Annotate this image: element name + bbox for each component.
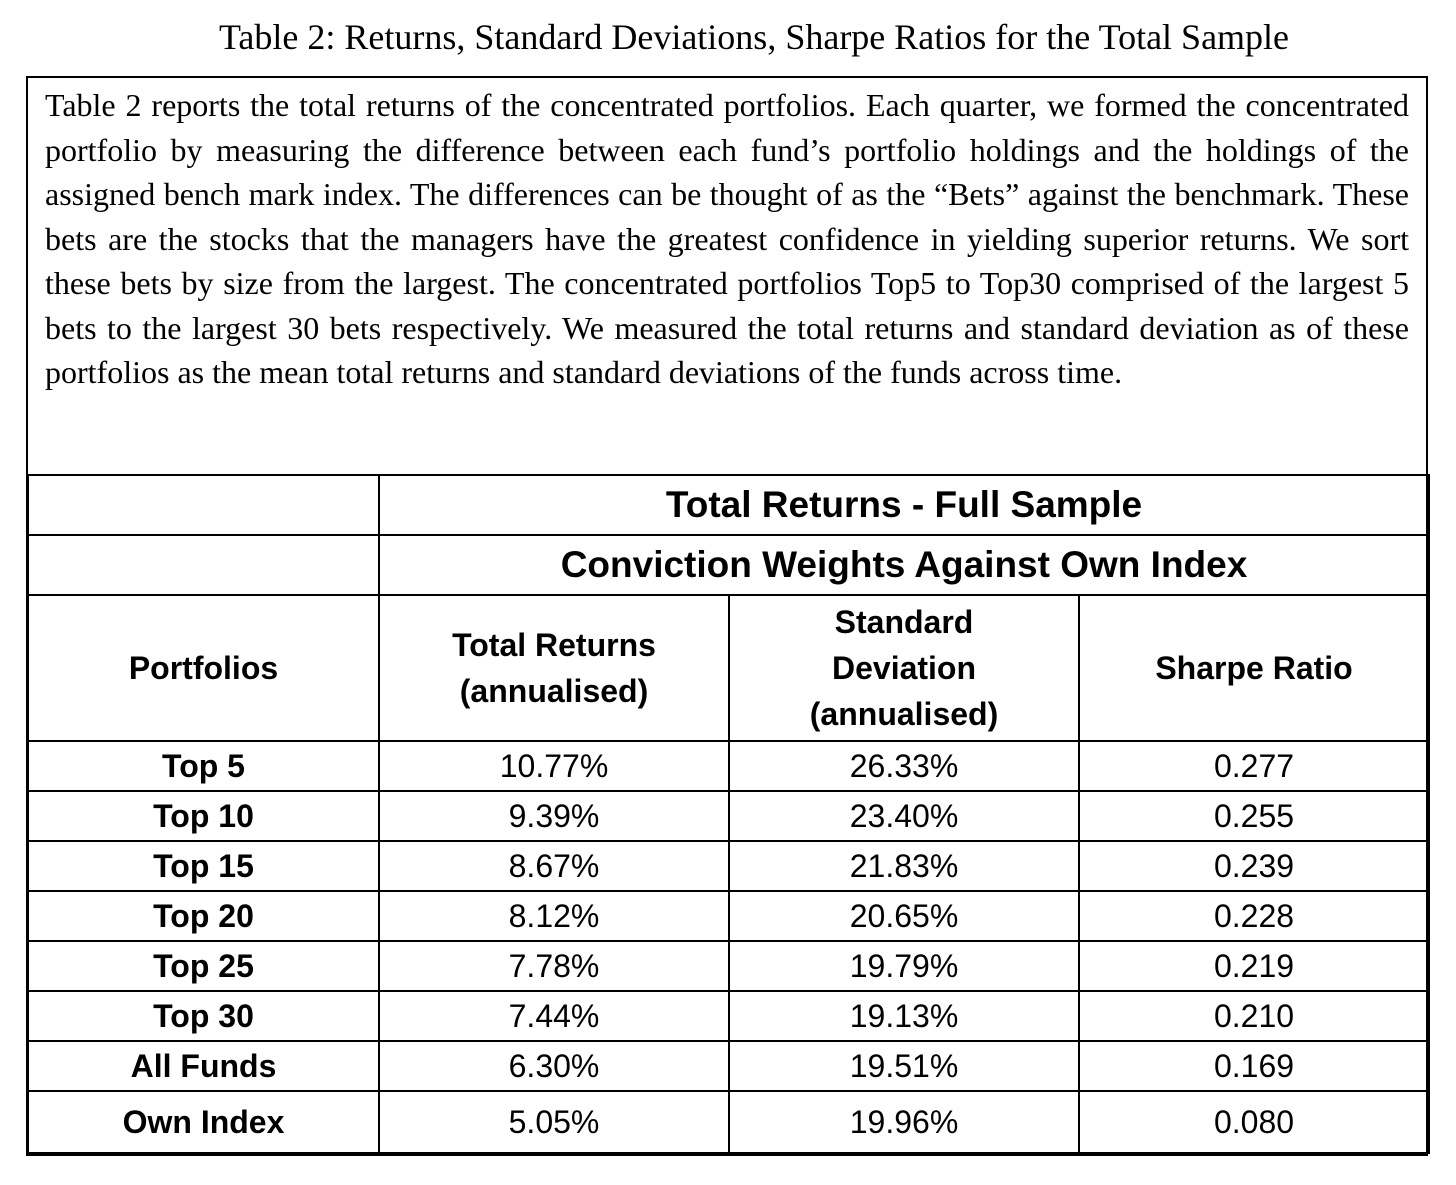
total-returns-cell: 8.67% [379, 841, 729, 891]
std-dev-cell: 19.79% [729, 941, 1079, 991]
std-dev-cell: 21.83% [729, 841, 1079, 891]
portfolio-cell: Top 15 [28, 841, 379, 891]
header-sharpe-ratio: Sharpe Ratio [1079, 595, 1429, 741]
std-dev-cell: 19.13% [729, 991, 1079, 1041]
header-portfolios: Portfolios [28, 595, 379, 741]
header-std-dev-line-1: Standard [834, 604, 974, 640]
group-title-blank-cell [28, 475, 379, 535]
std-dev-cell: 19.51% [729, 1041, 1079, 1091]
table-row [28, 791, 1429, 841]
group-subtitle-blank-cell [28, 535, 379, 595]
total-returns-cell: 10.77% [379, 741, 729, 791]
sharpe-ratio-cell: 0.219 [1079, 941, 1429, 991]
table-row [28, 941, 1429, 991]
table-row [28, 841, 1429, 891]
table-row [28, 741, 1429, 791]
total-returns-cell: 7.44% [379, 991, 729, 1041]
sharpe-ratio-cell: 0.228 [1079, 891, 1429, 941]
table-row [28, 1091, 1429, 1153]
portfolio-cell: Top 5 [28, 741, 379, 791]
std-dev-cell: 23.40% [729, 791, 1079, 841]
group-subtitle: Conviction Weights Against Own Index [379, 535, 1429, 595]
header-total-returns-line-2: (annualised) [459, 673, 649, 709]
std-dev-cell: 20.65% [729, 891, 1079, 941]
header-std-dev-line-2: Deviation [831, 650, 977, 686]
returns-table [27, 474, 1430, 1154]
group-subtitle-row [28, 535, 1429, 595]
header-total-returns [379, 595, 729, 741]
portfolio-cell: Own Index [28, 1091, 379, 1153]
portfolio-cell: Top 25 [28, 941, 379, 991]
total-returns-cell: 6.30% [379, 1041, 729, 1091]
std-dev-cell: 26.33% [729, 741, 1079, 791]
total-returns-cell: 8.12% [379, 891, 729, 941]
portfolio-cell: Top 30 [28, 991, 379, 1041]
table-title: Table 2: Returns, Standard Deviations, Sharpe Ratios for the Total Sample [218, 17, 1290, 57]
group-title: Total Returns - Full Sample [379, 475, 1429, 535]
header-standard-deviation [729, 595, 1079, 741]
header-std-dev-line-3: (annualised) [809, 696, 999, 732]
table-description: Table 2 reports the total returns of the concentrated portfolios. Each quarter, we formed the concentrated portfolio by measuring the difference between each fund’s portfolio holdings and the holdings of the assigned bench mark index. The differences can be thought of as the “Bets” against the benchmark. These bets are the stocks that the managers have the greatest confidence in yielding superior returns. We sort these bets by size from the largest. The concentrated portfolios Top5 to Top30 comprised of the largest 5 bets to the largest 30 bets respectively. We measured the total returns and standard deviation as of these portfolios as the mean total returns and standard deviations of the funds across time. [45, 87, 1409, 390]
header-total-returns-line-1: Total Returns [452, 627, 656, 663]
sharpe-ratio-cell: 0.255 [1079, 791, 1429, 841]
portfolio-cell: All Funds [28, 1041, 379, 1091]
sharpe-ratio-cell: 0.169 [1079, 1041, 1429, 1091]
table-row [28, 991, 1429, 1041]
total-returns-cell: 5.05% [379, 1091, 729, 1153]
table-row [28, 891, 1429, 941]
portfolio-cell: Top 10 [28, 791, 379, 841]
std-dev-cell: 19.96% [729, 1091, 1079, 1153]
portfolio-cell: Top 20 [28, 891, 379, 941]
table-row [28, 1041, 1429, 1091]
sharpe-ratio-cell: 0.080 [1079, 1091, 1429, 1153]
column-header-row [28, 595, 1429, 741]
total-returns-cell: 7.78% [379, 941, 729, 991]
sharpe-ratio-cell: 0.277 [1079, 741, 1429, 791]
total-returns-cell: 9.39% [379, 791, 729, 841]
sharpe-ratio-cell: 0.239 [1079, 841, 1429, 891]
sharpe-ratio-cell: 0.210 [1079, 991, 1429, 1041]
group-title-row [28, 475, 1429, 535]
